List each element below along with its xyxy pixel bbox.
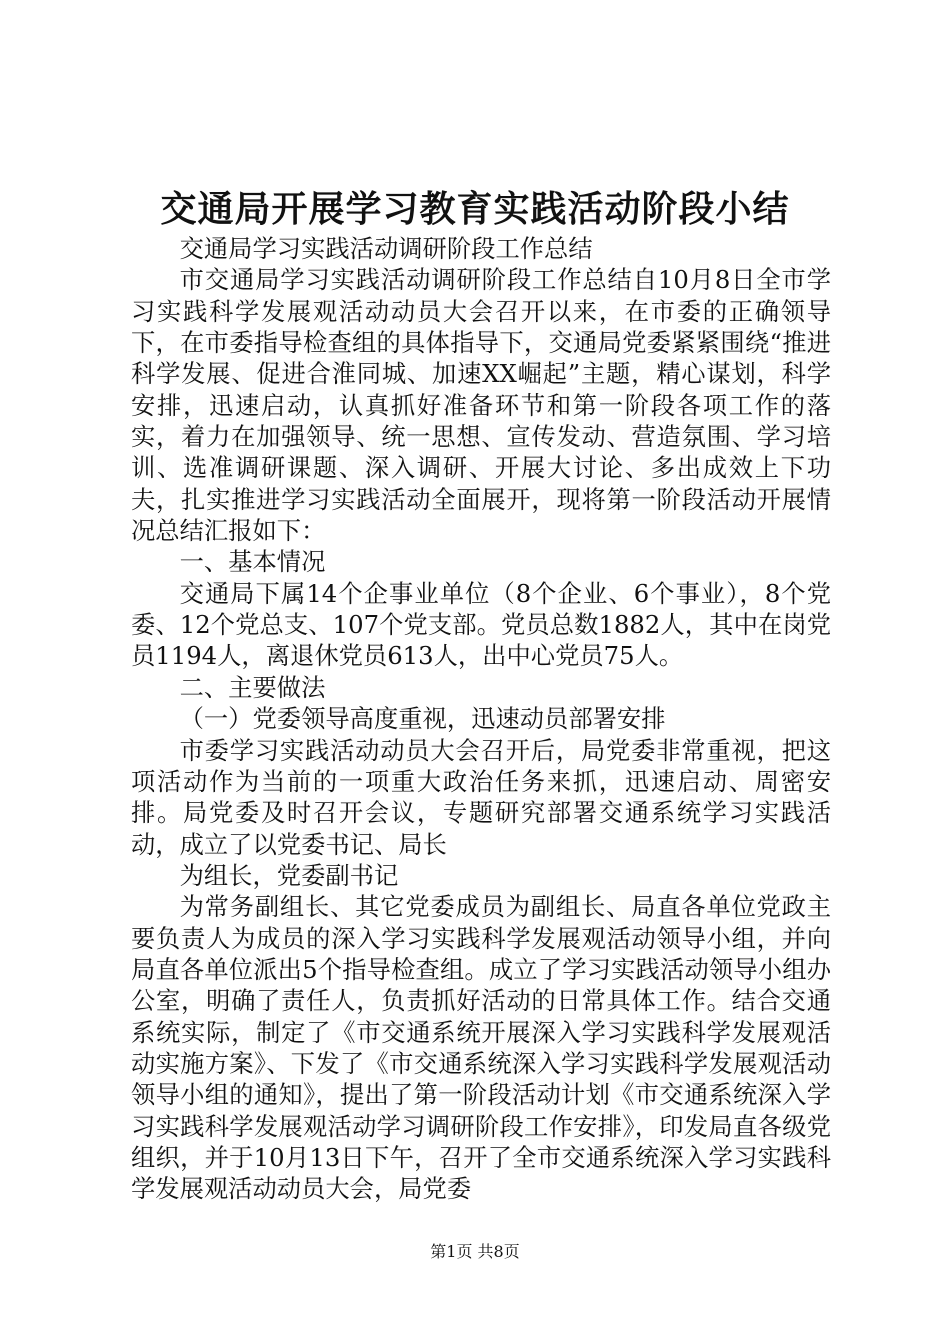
document-body: [131, 233, 831, 1205]
section-heading-methods: 二、主要做法: [179, 672, 326, 702]
paragraph-intro: 市交通局学习实践活动调研阶段工作总结自10月8日全市学习实践科学发展观活动动员大会召开以来，在市委的正确领导下，在市委指导检查组的具体指导下，交通局党委紧紧围绕“推进科学发展、促进合淮同城、加速XX崛起”主题，精心谋划，科学安排，迅速启动，认真抓好准备环节和第一阶段各项工作的落实，着力在加强领导、统一思想、宣传发动、营造氛围、学习培训、选准调研课题、深入调研、开展大讨论、多出成效上下功夫，扎实推进学习实践活动全面展开，现将第一阶段活动开展情况总结汇报如下：: [131, 265, 831, 546]
paragraph-methods-2: 为组长，党委副书记: [179, 860, 399, 890]
document-title: 交通局开展学习教育实践活动阶段小结: [160, 188, 790, 230]
paragraph-subtitle: 交通局学习实践活动调研阶段工作总结: [179, 234, 593, 263]
paragraph-methods-1: 市委学习实践活动动员大会召开后，局党委非常重视，把这项活动作为当前的一项重大政治任务来抓，迅速启动、周密安排。局党委及时召开会议，专题研究部署交通系统学习实践活动，成立了以党委书记、局长: [131, 735, 831, 859]
page-number: 第1页 共8页: [430, 1242, 520, 1261]
subsection-heading-1: （一）党委领导高度重视，迅速动员部署安排: [179, 704, 666, 734]
paragraph-basic: 交通局下属14个企事业单位（8个企业、6个事业），8个党委、12个党总支、107个党支部。党员总数1882人，其中在岗党员1194人，离退休党员613人，出中心党员75人。: [131, 578, 831, 671]
section-heading-basic: 一、基本情况: [179, 547, 326, 577]
paragraph-methods-3: 为常务副组长、其它党委成员为副组长、局直各单位党政主要负责人为成员的深入学习实践科学发展观活动领导小组，并向局直各单位派出5个指导检查组。成立了学习实践活动领导小组办公室，明确了责任人，负责抓好活动的日常具体工作。结合交通系统实际，制定了《市交通系统开展深入学习实践科学发展观活动实施方案》、下发了《市交通系统深入学习实践科学发展观活动领导小组的通知》，提出了第一阶段活动计划《市交通系统深入学习实践科学发展观活动学习调研阶段工作安排》，印发局直各级党组织，并于10月13日下午，召开了全市交通系统深入学习实践科学发展观活动动员大会，局党委: [131, 892, 831, 1204]
